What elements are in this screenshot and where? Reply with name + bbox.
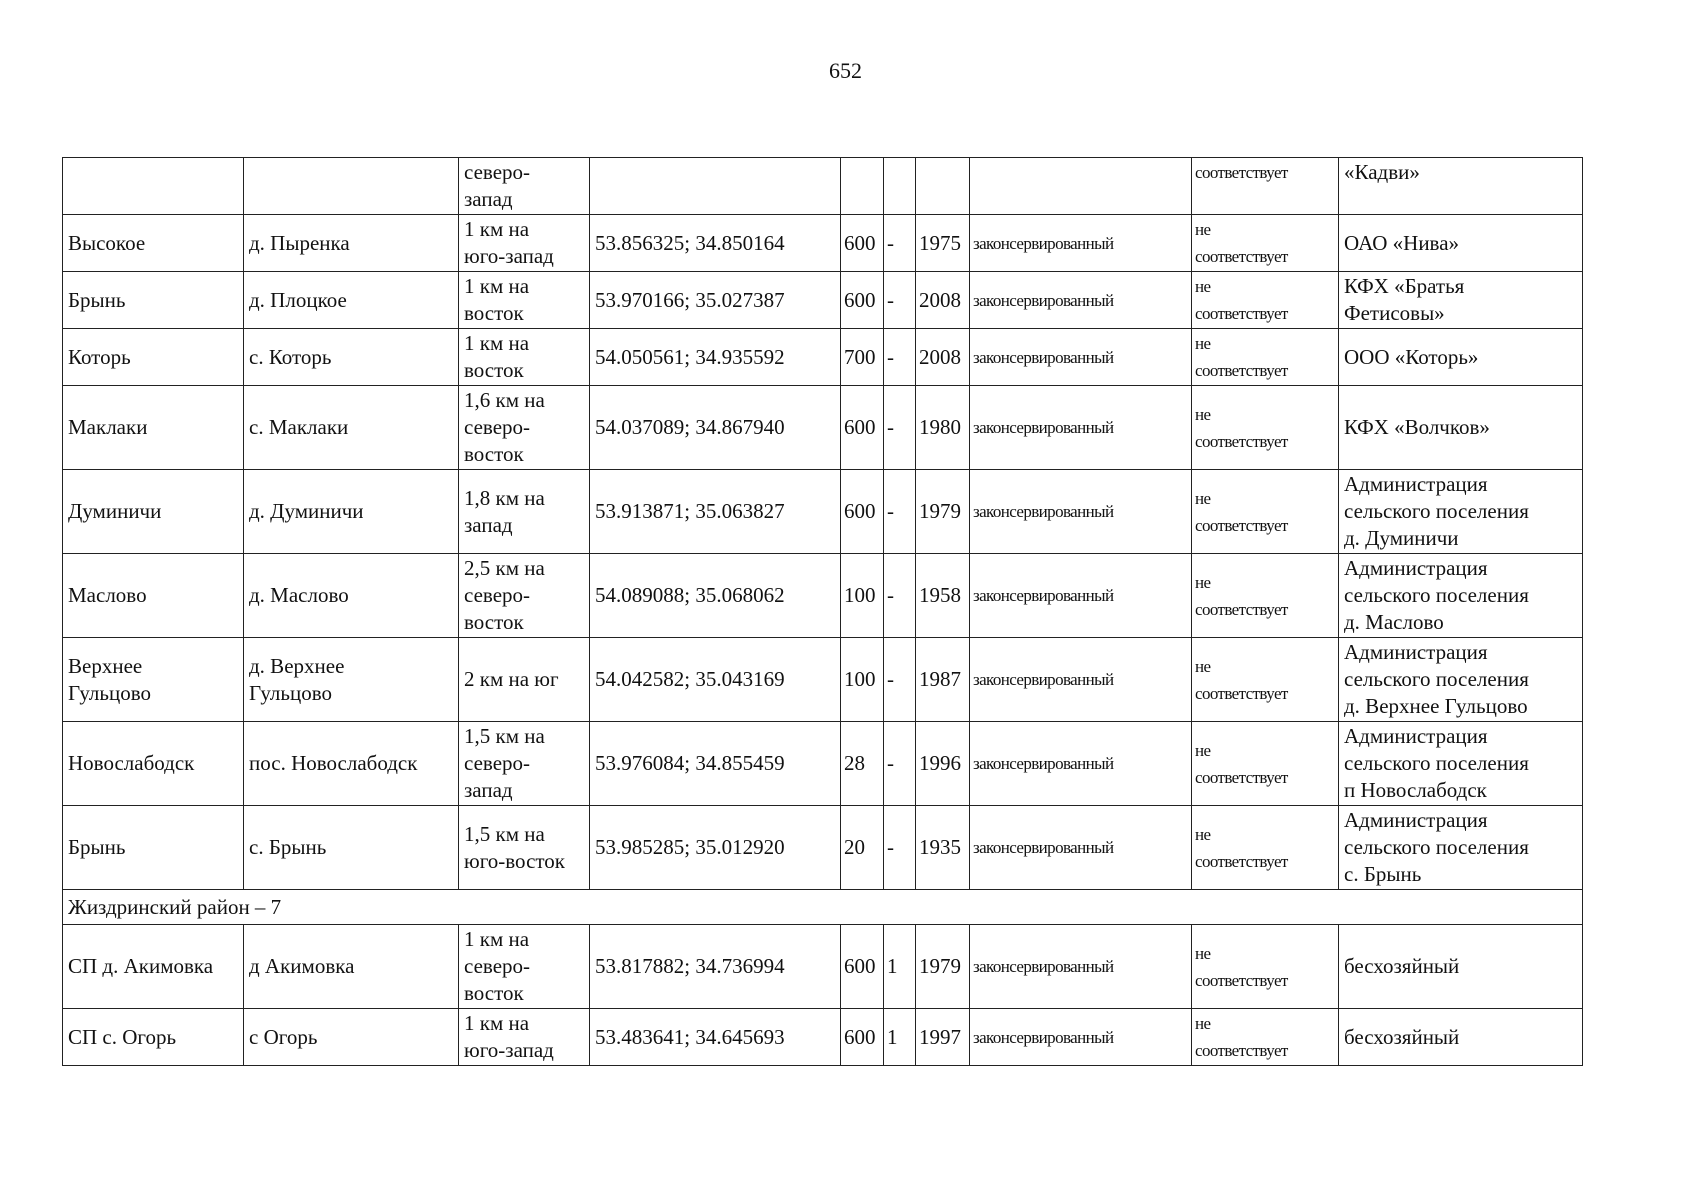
cell-depth: 100 [841,554,884,638]
cell-direction: 2 км на юг [459,638,590,722]
cell-state: законсервированный [970,925,1192,1009]
cell-locality: с. Брынь [244,806,459,890]
cell-owner: бесхозяйный [1339,1009,1583,1066]
cell-depth [841,158,884,215]
cell-state: законсервированный [970,722,1192,806]
cell-owner: Администрация сельского поселения п Новослабодск [1339,722,1583,806]
cell-locality: с. Которь [244,329,459,386]
cell-compliance: соответствует [1192,158,1339,215]
cell-count: - [884,329,916,386]
district-label: Жиздринский район – 7 [63,890,1583,925]
cell-direction: 1,8 км на запад [459,470,590,554]
cell-year: 1935 [916,806,970,890]
cell-year: 1997 [916,1009,970,1066]
cell-compliance: не соответствует [1192,722,1339,806]
cell-owner: КФХ «Волчков» [1339,386,1583,470]
cell-coordinates: 53.483641; 34.645693 [590,1009,841,1066]
cell-count: - [884,806,916,890]
cell-year: 1979 [916,470,970,554]
cell-name: Которь [63,329,244,386]
cell-count: - [884,722,916,806]
cell-locality: д. Думиничи [244,470,459,554]
table-row [63,806,1583,890]
cell-name: Высокое [63,215,244,272]
cell-locality: с Огорь [244,1009,459,1066]
cell-owner: ООО «Которь» [1339,329,1583,386]
cell-name: Маслово [63,554,244,638]
cell-count [884,158,916,215]
cell-compliance: не соответствует [1192,806,1339,890]
cell-compliance: не соответствует [1192,1009,1339,1066]
cell-direction: 1 км на северо- восток [459,925,590,1009]
cell-locality: д. Маслово [244,554,459,638]
cell-year: 1958 [916,554,970,638]
cell-direction: 1 км на восток [459,272,590,329]
cell-coordinates: 54.037089; 34.867940 [590,386,841,470]
cell-count: - [884,638,916,722]
cell-name: Верхнее Гульцово [63,638,244,722]
cell-name: СП д. Акимовка [63,925,244,1009]
cell-name: Новослабодск [63,722,244,806]
cell-state: законсервированный [970,386,1192,470]
cell-direction: северо- запад [459,158,590,215]
cell-depth: 600 [841,272,884,329]
cell-owner: ОАО «Нива» [1339,215,1583,272]
table-row [63,638,1583,722]
table-row [63,722,1583,806]
cell-depth: 600 [841,1009,884,1066]
cell-depth: 600 [841,925,884,1009]
cell-owner: «Кадви» [1339,158,1583,215]
cell-coordinates: 53.976084; 34.855459 [590,722,841,806]
cell-depth: 600 [841,215,884,272]
wells-table [62,157,1583,1066]
cell-count: - [884,386,916,470]
table-row [63,1009,1583,1066]
cell-state: законсервированный [970,638,1192,722]
cell-locality: д. Плоцкое [244,272,459,329]
cell-depth: 600 [841,470,884,554]
cell-direction: 1,6 км на северо- восток [459,386,590,470]
cell-coordinates [590,158,841,215]
cell-owner: КФХ «Братья Фетисовы» [1339,272,1583,329]
cell-direction: 1,5 км на юго-восток [459,806,590,890]
cell-locality: д. Пыренка [244,215,459,272]
cell-depth: 600 [841,386,884,470]
cell-depth: 28 [841,722,884,806]
cell-year: 1987 [916,638,970,722]
cell-state: законсервированный [970,215,1192,272]
cell-coordinates: 54.089088; 35.068062 [590,554,841,638]
cell-compliance: не соответствует [1192,554,1339,638]
cell-coordinates: 53.913871; 35.063827 [590,470,841,554]
table-row [63,329,1583,386]
cell-compliance: не соответствует [1192,470,1339,554]
cell-direction: 1 км на восток [459,329,590,386]
cell-depth: 700 [841,329,884,386]
cell-count: - [884,554,916,638]
cell-coordinates: 53.856325; 34.850164 [590,215,841,272]
cell-compliance: не соответствует [1192,329,1339,386]
cell-year: 1975 [916,215,970,272]
cell-state [970,158,1192,215]
cell-coordinates: 53.817882; 34.736994 [590,925,841,1009]
cell-owner: Администрация сельского поселения д. Маслово [1339,554,1583,638]
cell-state: законсервированный [970,806,1192,890]
table-row [63,470,1583,554]
cell-state: законсервированный [970,470,1192,554]
table-row [63,554,1583,638]
cell-coordinates: 53.985285; 35.012920 [590,806,841,890]
cell-year [916,158,970,215]
cell-locality: д Акимовка [244,925,459,1009]
table-row [63,386,1583,470]
cell-name: Думиничи [63,470,244,554]
cell-owner: Администрация сельского поселения д. Думиничи [1339,470,1583,554]
cell-year: 1980 [916,386,970,470]
cell-compliance: не соответствует [1192,386,1339,470]
cell-locality: пос. Новослабодск [244,722,459,806]
cell-direction: 1 км на юго-запад [459,1009,590,1066]
cell-state: законсервированный [970,1009,1192,1066]
cell-state: законсервированный [970,554,1192,638]
cell-direction: 2,5 км на северо- восток [459,554,590,638]
cell-year: 1979 [916,925,970,1009]
cell-name [63,158,244,215]
table-row [63,215,1583,272]
cell-state: законсервированный [970,272,1192,329]
cell-name: Маклаки [63,386,244,470]
cell-year: 2008 [916,329,970,386]
cell-count: - [884,272,916,329]
cell-compliance: не соответствует [1192,215,1339,272]
cell-state: законсервированный [970,329,1192,386]
cell-coordinates: 53.970166; 35.027387 [590,272,841,329]
page-number: 652 [829,58,862,83]
cell-owner: Администрация сельского поселения д. Верхнее Гульцово [1339,638,1583,722]
district-row [63,890,1583,925]
cell-direction: 1,5 км на северо- запад [459,722,590,806]
cell-direction: 1 км на юго-запад [459,215,590,272]
cell-count: 1 [884,925,916,1009]
cell-owner: бесхозяйный [1339,925,1583,1009]
table-row [63,272,1583,329]
cell-year: 2008 [916,272,970,329]
cell-depth: 20 [841,806,884,890]
cell-count: 1 [884,1009,916,1066]
cell-compliance: не соответствует [1192,272,1339,329]
cell-coordinates: 54.050561; 34.935592 [590,329,841,386]
cell-count: - [884,470,916,554]
cell-locality [244,158,459,215]
cell-coordinates: 54.042582; 35.043169 [590,638,841,722]
cell-depth: 100 [841,638,884,722]
table-row [63,925,1583,1009]
table-row-continuation [63,158,1583,215]
cell-name: Брынь [63,272,244,329]
cell-count: - [884,215,916,272]
cell-owner: Администрация сельского поселения с. Брынь [1339,806,1583,890]
cell-locality: с. Маклаки [244,386,459,470]
cell-compliance: не соответствует [1192,925,1339,1009]
cell-name: СП с. Огорь [63,1009,244,1066]
cell-compliance: не соответствует [1192,638,1339,722]
cell-name: Брынь [63,806,244,890]
cell-locality: д. Верхнее Гульцово [244,638,459,722]
cell-year: 1996 [916,722,970,806]
